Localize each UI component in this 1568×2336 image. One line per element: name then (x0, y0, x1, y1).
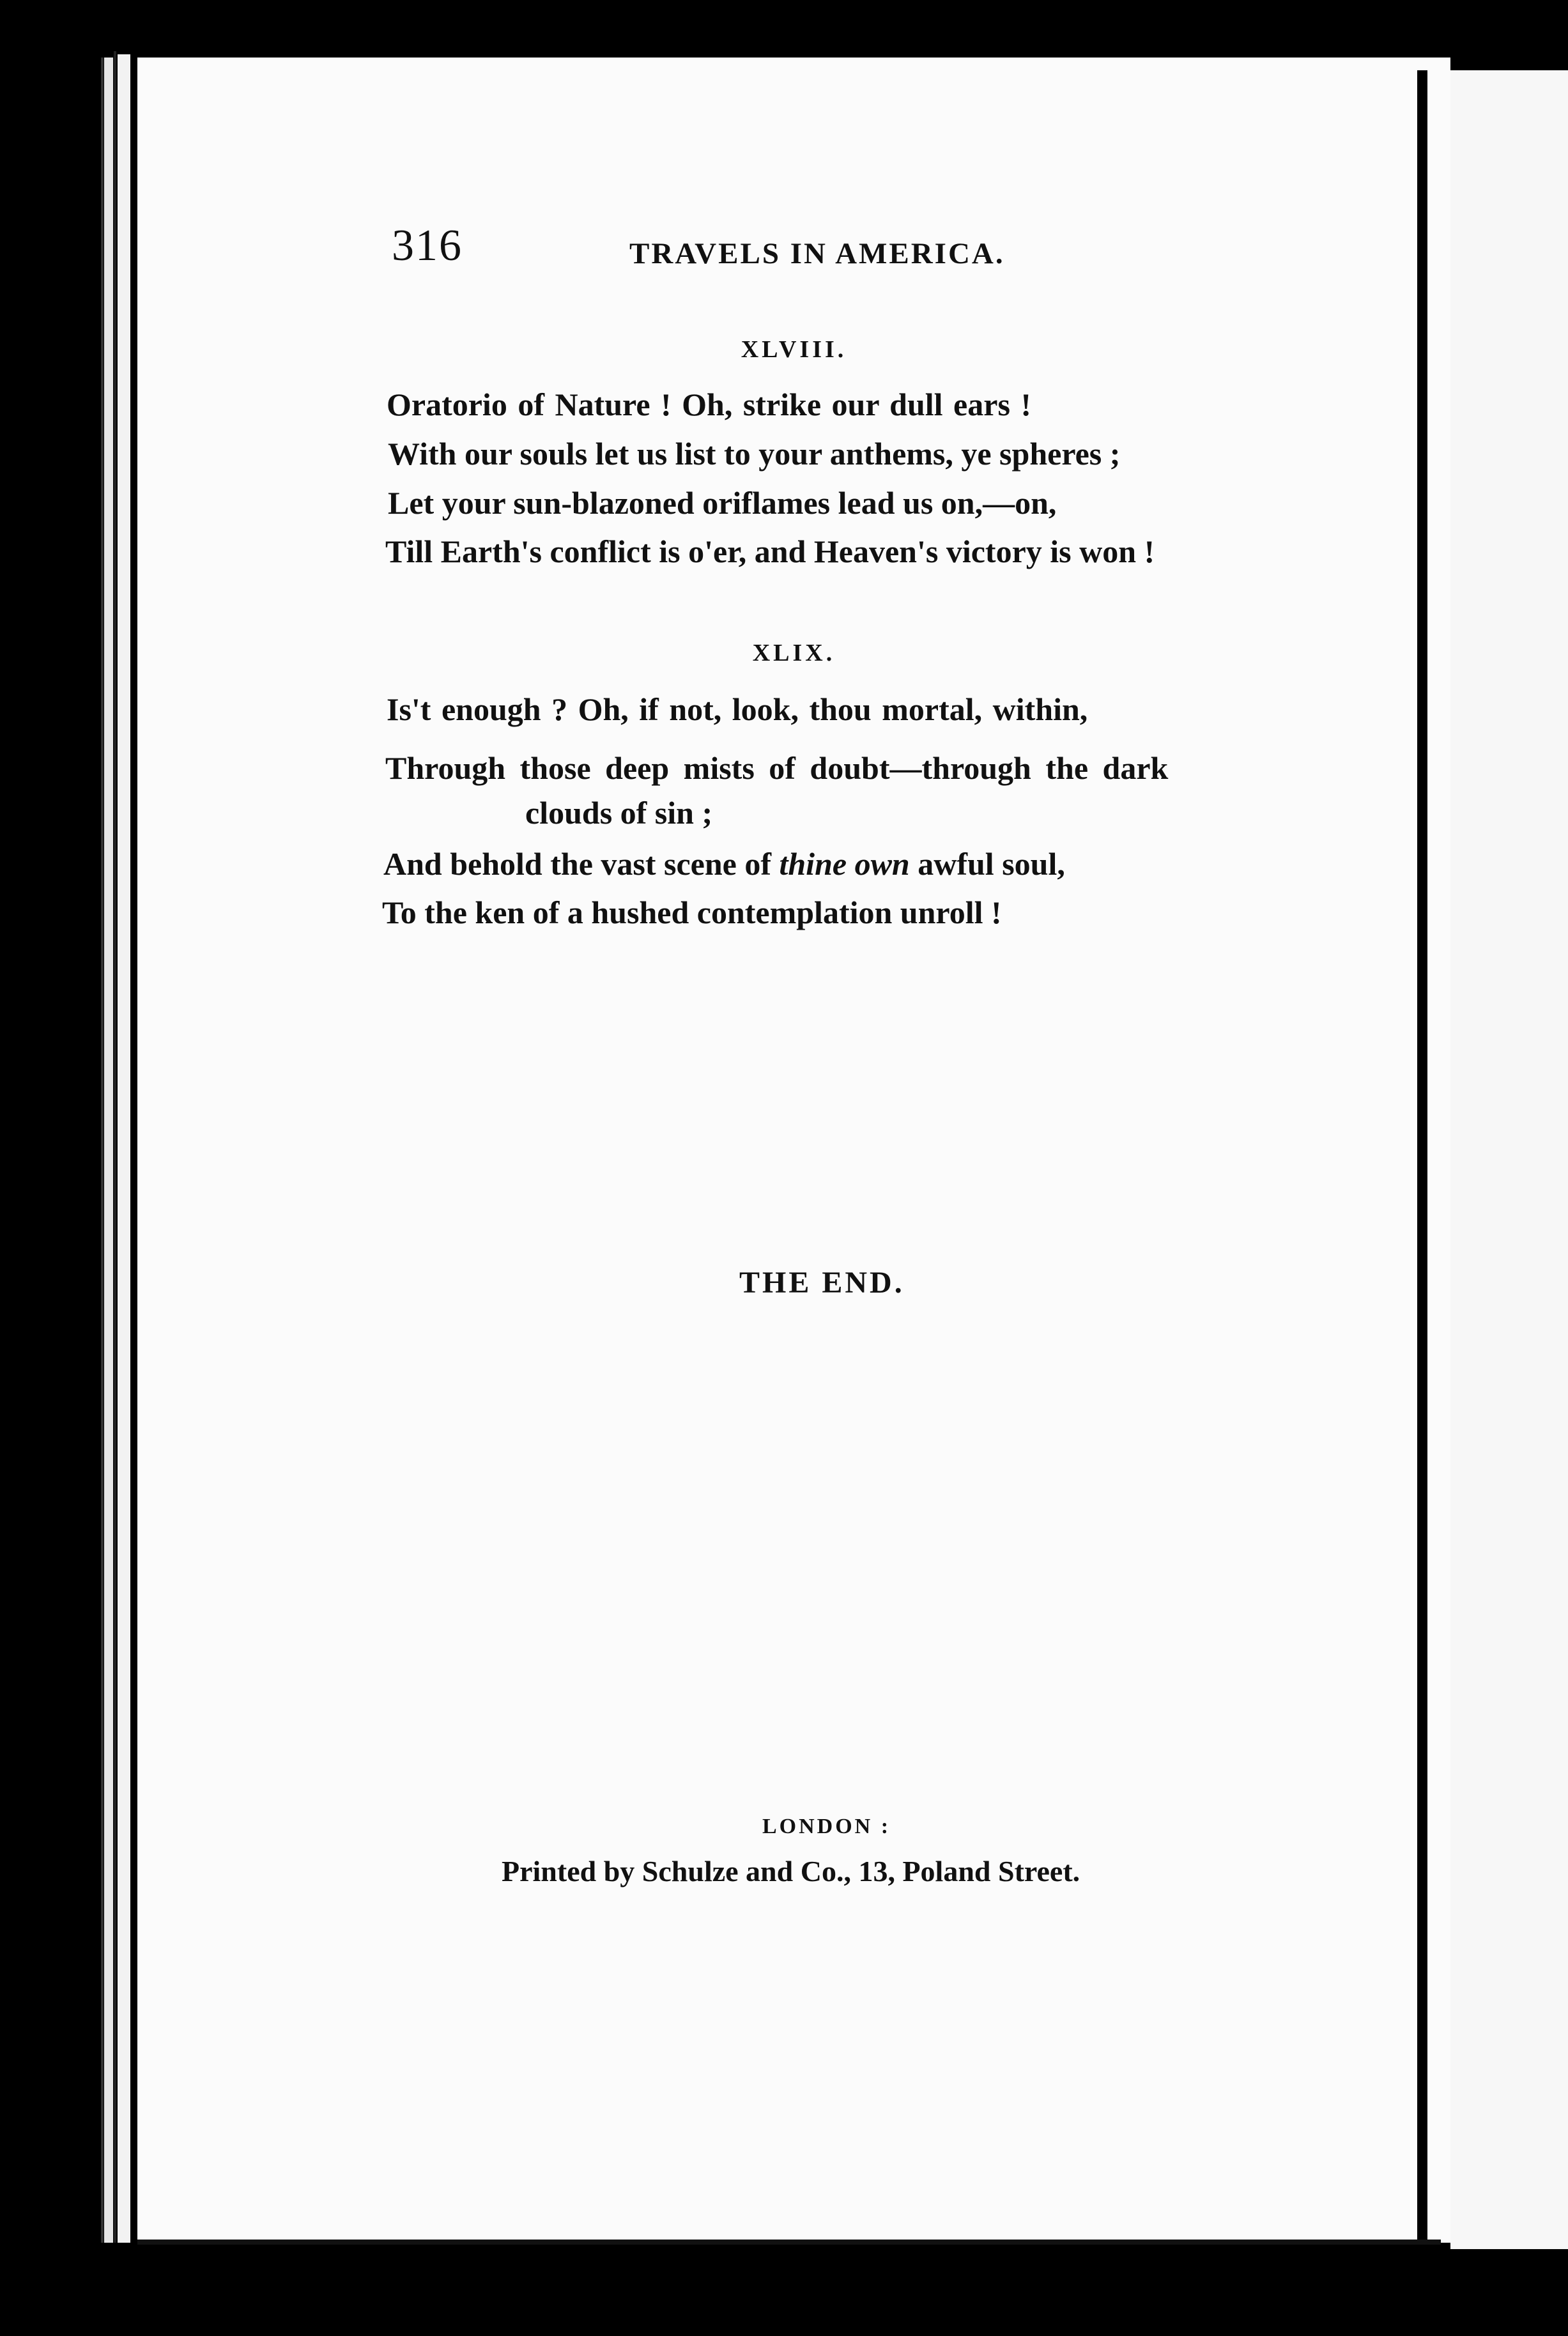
book-page (137, 58, 1450, 2243)
page-number: 316 (392, 221, 463, 270)
verse-line: Through those deep mists of doubt—through the dark (385, 750, 1169, 786)
verse-line: Let your sun-blazoned oriflames lead us on,—on, (388, 485, 1057, 521)
verse-segment: And behold the vast scene of (383, 846, 780, 882)
verse-italic: thine own (779, 846, 910, 882)
verse-line: Is't enough ? Oh, if not, look, thou mortal, within, (387, 691, 1088, 727)
binding-edge-line (131, 54, 135, 2243)
verse-segment: awful soul, (909, 846, 1065, 882)
verse-line: Oratorio of Nature ! Oh, strike our dull ears ! (387, 387, 1032, 422)
verse-line (383, 848, 1065, 880)
imprint-city: LONDON : (762, 1815, 891, 1838)
running-title: TRAVELS IN AMERICA. (629, 237, 1005, 270)
binding-edge-line (114, 51, 116, 2243)
adjacent-page-edge (1450, 70, 1568, 2249)
imprint-printer: Printed by Schulze and Co., 13, Poland Street. (502, 1855, 1080, 1887)
page-edge-strip (118, 54, 130, 2243)
stanza-number: XLIX. (752, 640, 836, 666)
the-end: THE END. (739, 1266, 905, 1300)
verse-line: To the ken of a hushed contemplation unroll ! (382, 895, 1002, 930)
page-bottom-edge (137, 2240, 1441, 2245)
page-edge-strip (104, 58, 113, 2243)
page-gutter-rule (1417, 70, 1427, 2243)
binding-edge-line (101, 58, 104, 2243)
verse-line: Till Earth's conflict is o'er, and Heaven's victory is won ! (385, 534, 1155, 569)
stanza-number: XLVIII. (741, 336, 847, 363)
verse-line: With our souls let us list to your anthems, ye spheres ; (388, 436, 1121, 472)
verse-line-indent: clouds of sin ; (525, 795, 713, 831)
